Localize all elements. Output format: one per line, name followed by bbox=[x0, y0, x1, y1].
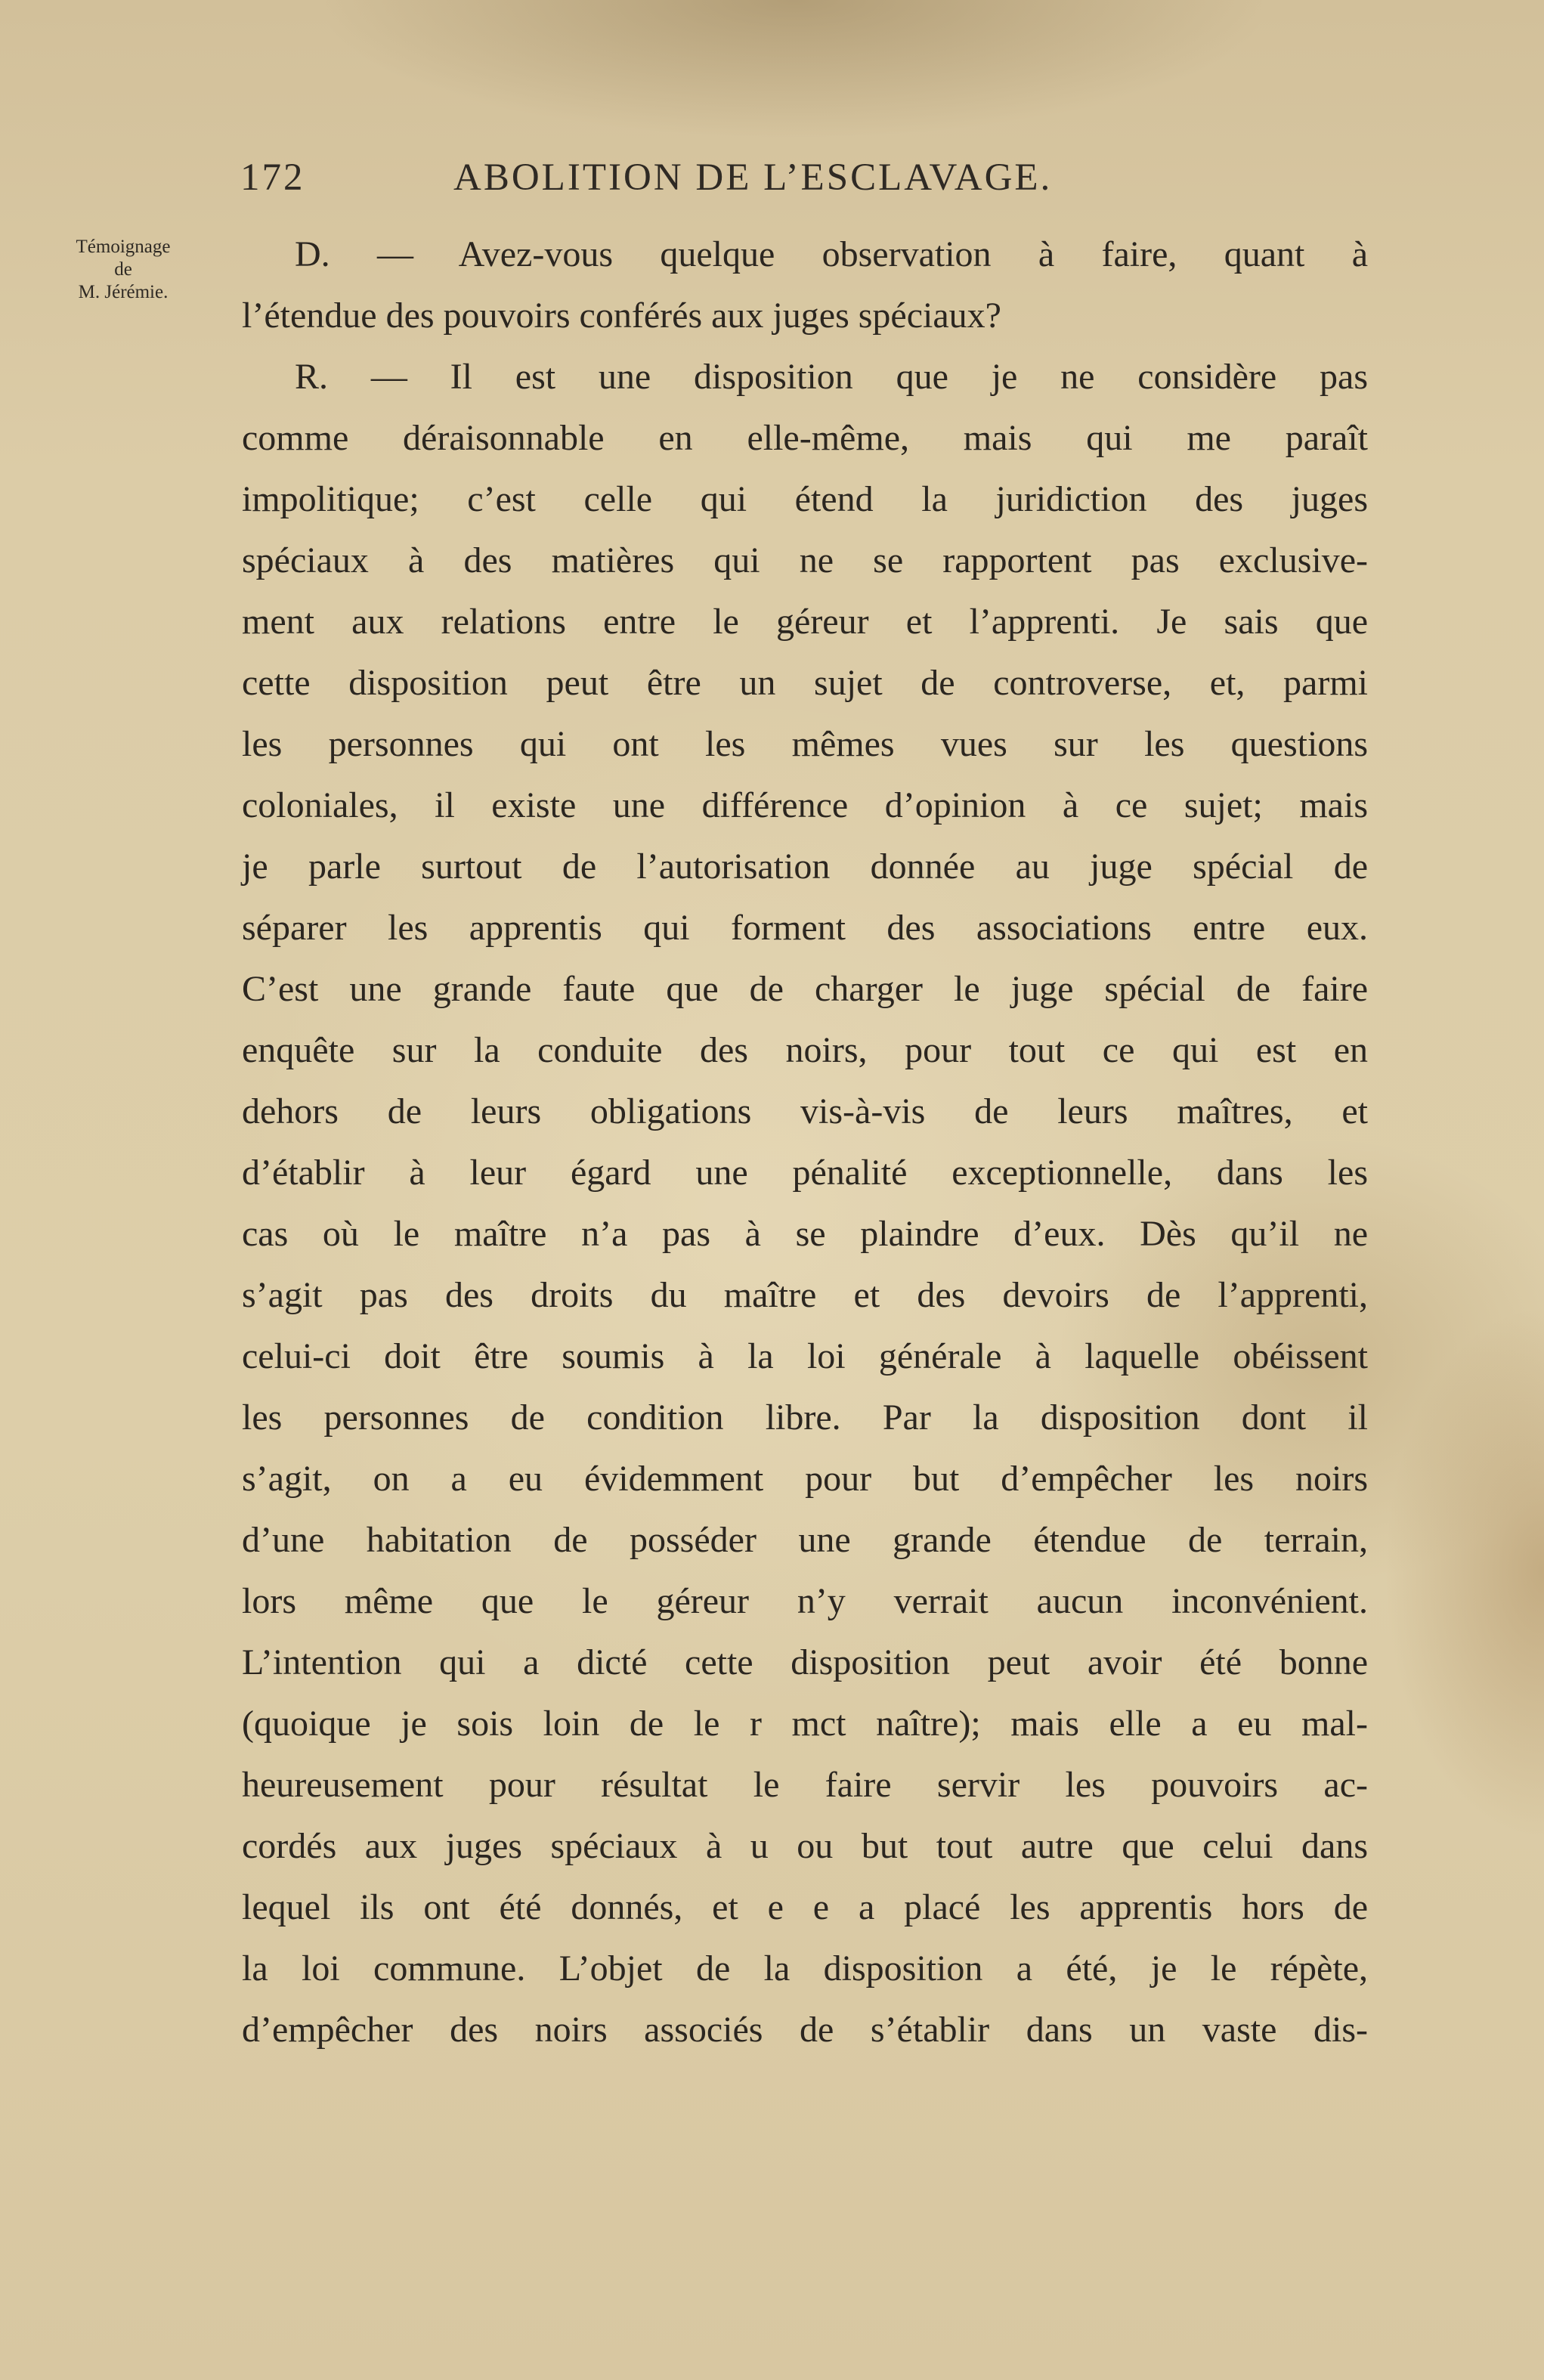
text-line: L’intention qui a dicté cette disposition peut avoir été bonne bbox=[242, 1642, 1368, 1682]
text-line: heureusement pour résultat le faire servir les pouvoirs ac- bbox=[242, 1765, 1368, 1805]
margin-note-line: M. Jérémie. bbox=[78, 282, 169, 302]
margin-note-line: Témoignage bbox=[76, 237, 171, 257]
margin-note-line: de bbox=[114, 259, 132, 280]
text-line: coloniales, il existe une différence d’opinion à ce sujet; mais bbox=[242, 785, 1368, 825]
body-text bbox=[242, 224, 1368, 2060]
text-line: enquête sur la conduite des noirs, pour tout ce qui est en bbox=[242, 1030, 1368, 1070]
text-line: spéciaux à des matières qui ne se rapportent pas exclusive- bbox=[242, 540, 1368, 580]
text-line: s’agit, on a eu évidemment pour but d’empêcher les noirs bbox=[242, 1459, 1368, 1499]
text-line: je parle surtout de l’autorisation donnée au juge spécial de bbox=[242, 846, 1368, 887]
text-line: d’une habitation de posséder une grande étendue de terrain, bbox=[242, 1520, 1368, 1560]
text-line: dehors de leurs obligations vis-à-vis de leurs maîtres, et bbox=[242, 1091, 1368, 1131]
text-line: s’agit pas des droits du maître et des devoirs de l’apprenti, bbox=[242, 1275, 1368, 1315]
text-line: cordés aux juges spéciaux à u ou but tout autre que celui dans bbox=[242, 1826, 1368, 1866]
text-line: d’empêcher des noirs associés de s’établir dans un vaste dis- bbox=[242, 2010, 1368, 2050]
text-line: D. — Avez-vous quelque observation à faire, quant à bbox=[295, 234, 1368, 274]
page-header bbox=[240, 156, 1155, 201]
text-line: lequel ils ont été donnés, et e e a placé les apprentis hors de bbox=[242, 1887, 1368, 1927]
running-title: ABOLITION DE L’ESCLAVAGE. bbox=[453, 156, 1053, 199]
text-line: l’étendue des pouvoirs conférés aux juges spéciaux? bbox=[242, 296, 1001, 336]
text-line: R. — Il est une disposition que je ne considère pas bbox=[295, 357, 1368, 397]
text-line: cas où le maître n’a pas à se plaindre d’eux. Dès qu’il ne bbox=[242, 1214, 1368, 1254]
text-line: d’établir à leur égard une pénalité exceptionnelle, dans les bbox=[242, 1153, 1368, 1193]
text-line: ment aux relations entre le géreur et l’apprenti. Je sais que bbox=[242, 602, 1368, 642]
page-number: 172 bbox=[240, 156, 305, 199]
text-line: les personnes de condition libre. Par la disposition dont il bbox=[242, 1397, 1368, 1438]
text-line: séparer les apprentis qui forment des associations entre eux. bbox=[242, 908, 1368, 948]
text-line: impolitique; c’est celle qui étend la juridiction des juges bbox=[242, 479, 1368, 519]
text-line: la loi commune. L’objet de la disposition a été, je le répète, bbox=[242, 1948, 1368, 1988]
text-line: les personnes qui ont les mêmes vues sur les questions bbox=[242, 724, 1368, 764]
text-line: comme déraisonnable en elle-même, mais qui me paraît bbox=[242, 418, 1368, 458]
margin-note bbox=[44, 236, 203, 304]
text-line: celui-ci doit être soumis à la loi générale à laquelle obéissent bbox=[242, 1336, 1368, 1376]
text-line: cette disposition peut être un sujet de controverse, et, parmi bbox=[242, 663, 1368, 703]
text-line: (quoique je sois loin de le r mct naître); mais elle a eu mal- bbox=[242, 1704, 1368, 1744]
text-line: lors même que le géreur n’y verrait aucun inconvénient. bbox=[242, 1581, 1368, 1621]
text-line: C’est une grande faute que de charger le juge spécial de faire bbox=[242, 969, 1368, 1009]
